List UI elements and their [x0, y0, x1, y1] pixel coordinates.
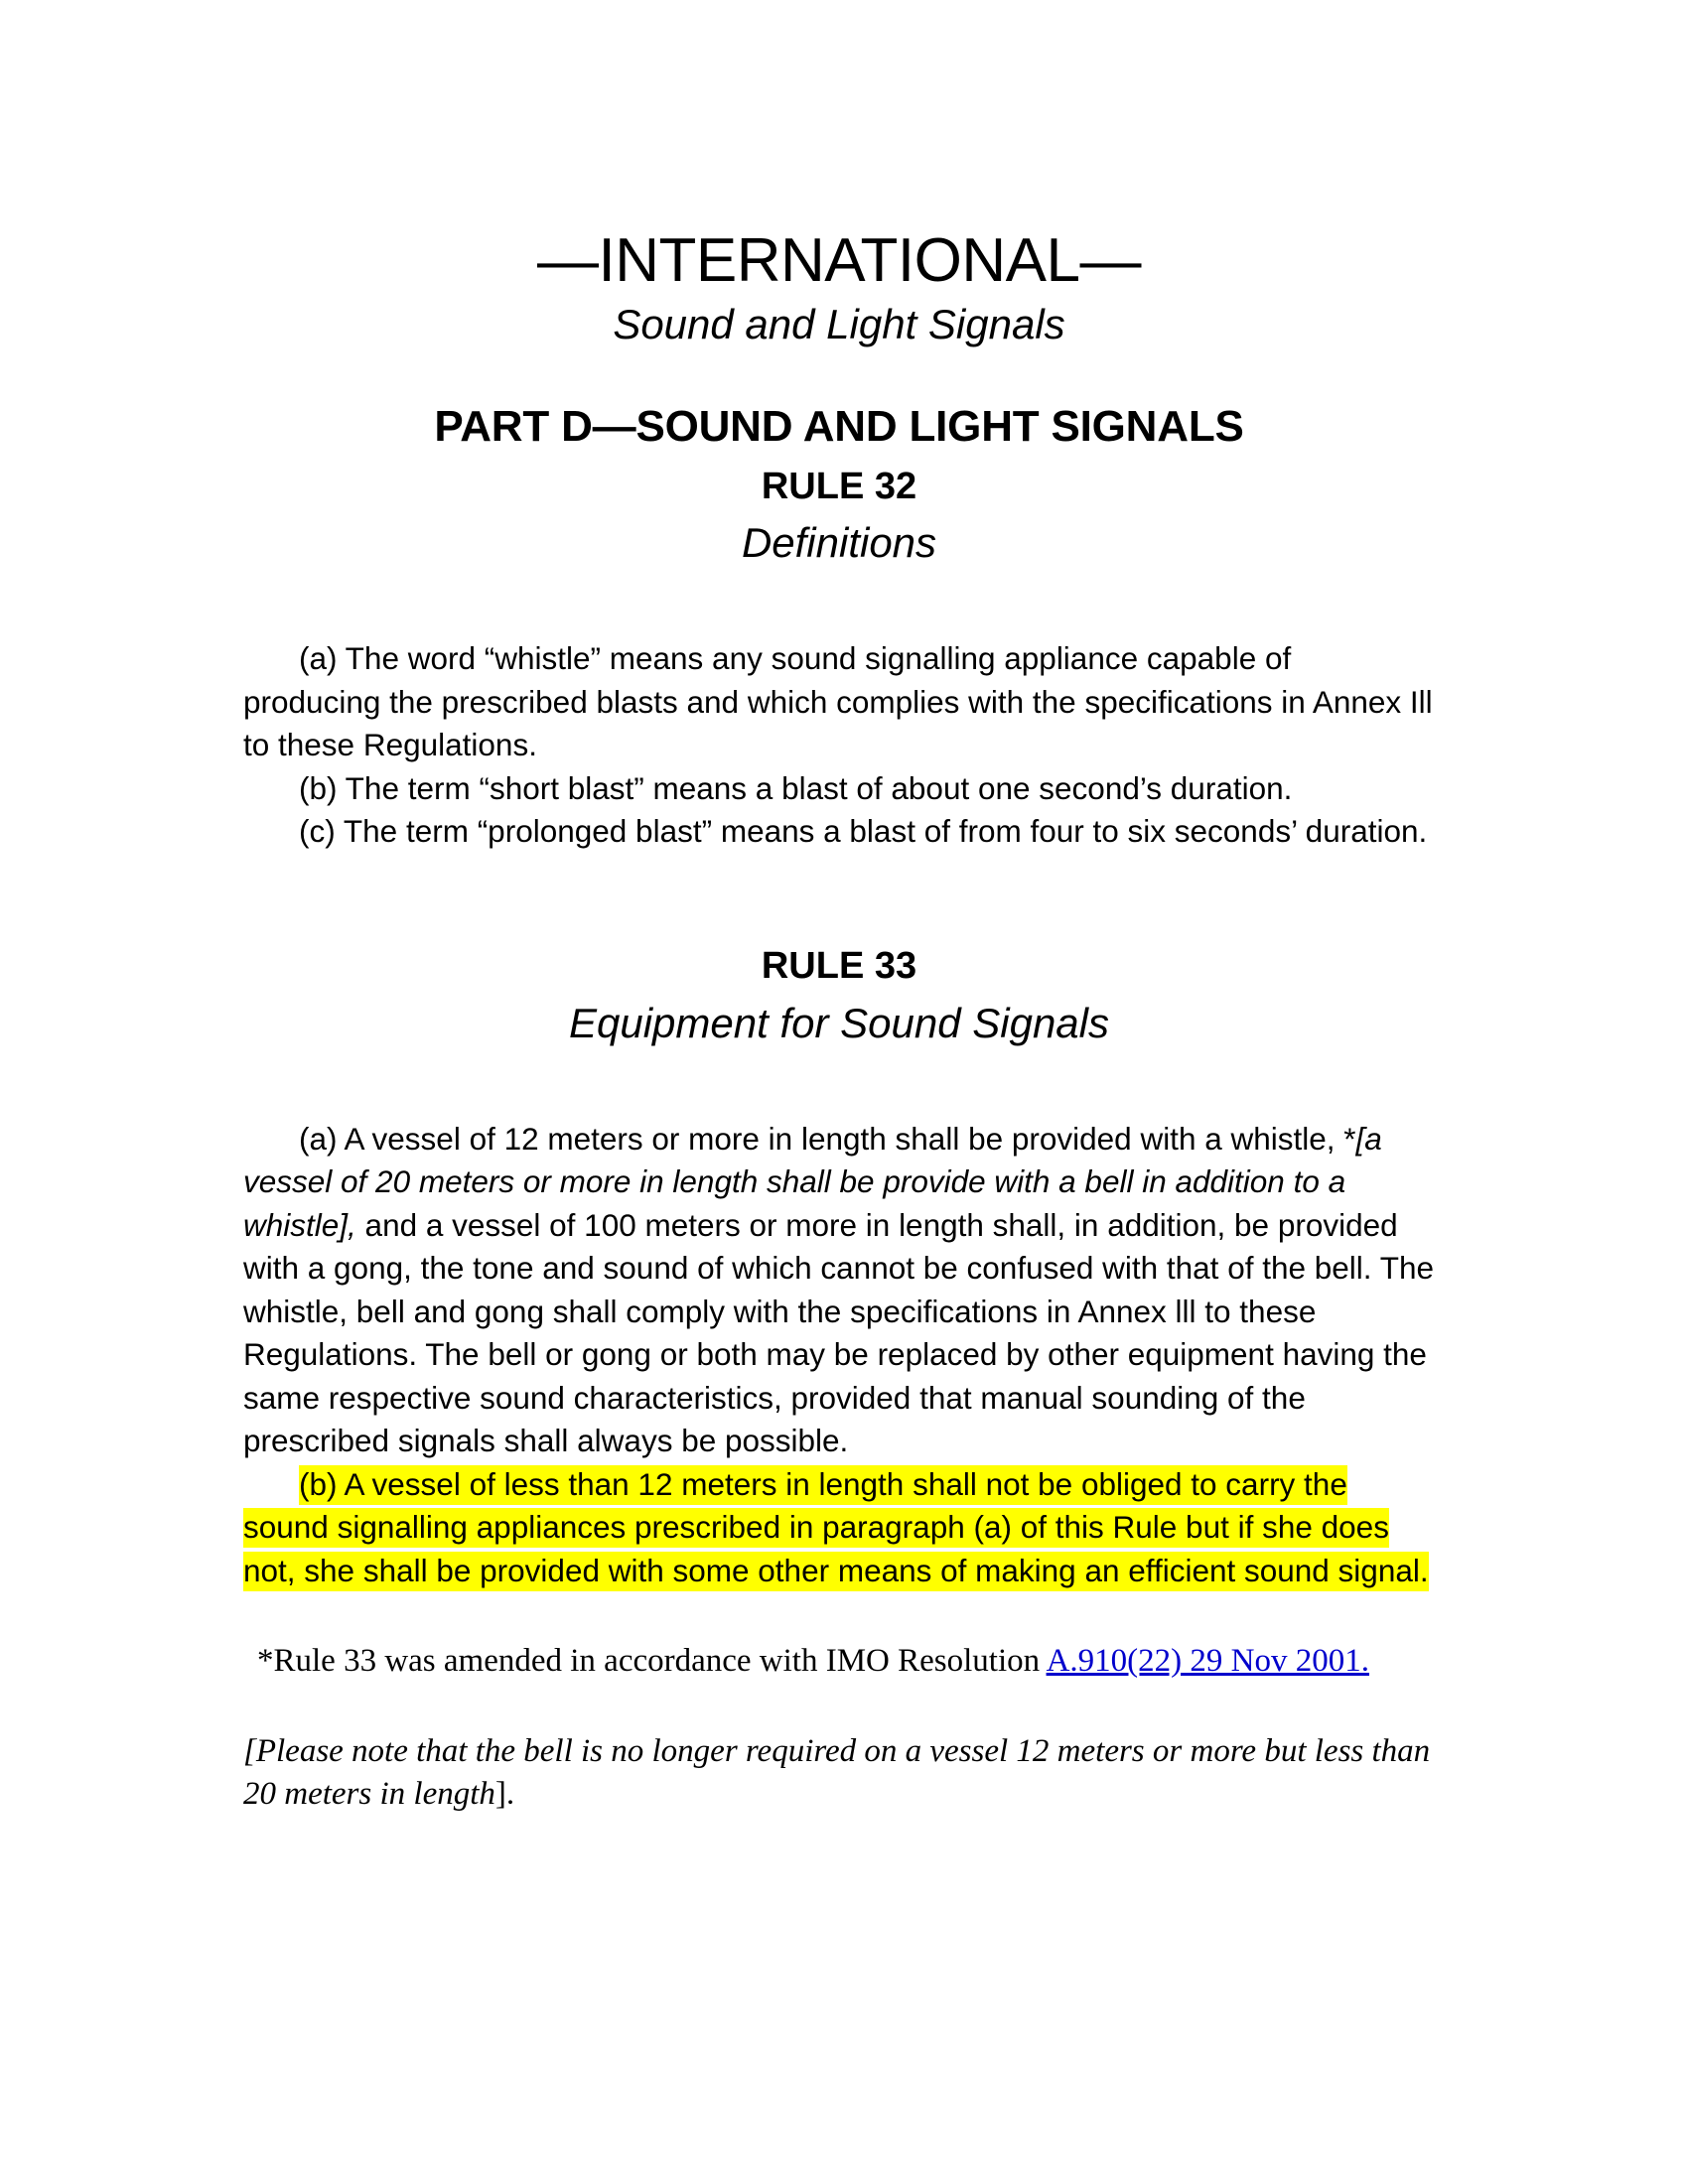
rule-33-paragraph-a — [243, 1118, 1435, 1463]
rule-32-subtitle: Definitions — [741, 519, 937, 567]
spacer — [243, 1592, 1435, 1640]
rule-32-paragraph-a: (a) The word “whistle” means any sound signalling appliance capable of producing the prescribed blasts and which complies with the specifications in Annex Ill to these Regulations. — [243, 640, 1433, 763]
rule-33-paragraph-a-lead: (a) A vessel of 12 meters or more in length shall be provided with a whistle, * — [299, 1120, 1356, 1157]
rule-33-paragraph-b-block — [243, 1463, 1435, 1593]
imo-resolution-link[interactable]: A.910(22) 29 Nov 2001. — [1046, 1643, 1369, 1680]
page-content — [243, 0, 1435, 1816]
spacer — [243, 566, 1435, 637]
bracket-note — [243, 1730, 1435, 1816]
part-d-heading: PART D—SOUND AND LIGHT SIGNALS — [434, 402, 1244, 452]
rule-33-paragraph-a-rest: and a vessel of 100 meters or more in length shall, in addition, be provided with a gong, the tone and sound of which cannot be confused with that of the bell. The whistle, bell and gong shall comply with the specifications in Annex lll to these Regulations. The bell or gong or both may be replaced by other equipment having the same respective sound characteristics, provided that manual sounding of the prescribed signals shall always be possible. — [243, 1206, 1434, 1459]
footnote-text: *Rule 33 was amended in accordance with IMO Resolution — [257, 1643, 1047, 1680]
highlighted-text: (b) A vessel of less than 12 meters in length shall not be obliged to carry the sound signalling appliances prescribed in paragraph (a) of this Rule but if she does not, she shall be provided with some other means of making an efficient sound signal. — [243, 1465, 1429, 1591]
rule-32-paragraph-c: (c) The term “prolonged blast” means a blast of from four to six seconds’ duration. — [299, 813, 1428, 850]
spacer — [243, 854, 1435, 945]
rule-33-body — [243, 1118, 1435, 1463]
rule-32-body — [243, 637, 1435, 854]
document-subtitle: Sound and Light Signals — [613, 301, 1065, 347]
document-title: —INTERNATIONAL— — [537, 226, 1141, 295]
rule-33-number: RULE 33 — [761, 944, 917, 987]
rule-33-paragraph-a-amendment: [a vessel of 20 meters or more in length shall be provide with a bell in addition to a whistle], — [243, 1120, 1382, 1243]
rule-33-subtitle: Equipment for Sound Signals — [568, 999, 1109, 1046]
spacer — [243, 1046, 1435, 1118]
bracket-note-italic: [Please note that the bell is no longer required on a vessel 12 meters or more but less than 20 meters in length — [243, 1733, 1431, 1813]
rule-32-number: RULE 32 — [761, 465, 917, 507]
rule-33-paragraph-b — [243, 1463, 1435, 1593]
spacer — [243, 1683, 1435, 1730]
footnote-amendment — [243, 1640, 1435, 1683]
bracket-note-tail: ]. — [494, 1776, 515, 1813]
rule-32-paragraph-b: (b) The term “short blast” means a blast of about one second’s duration. — [299, 769, 1293, 806]
